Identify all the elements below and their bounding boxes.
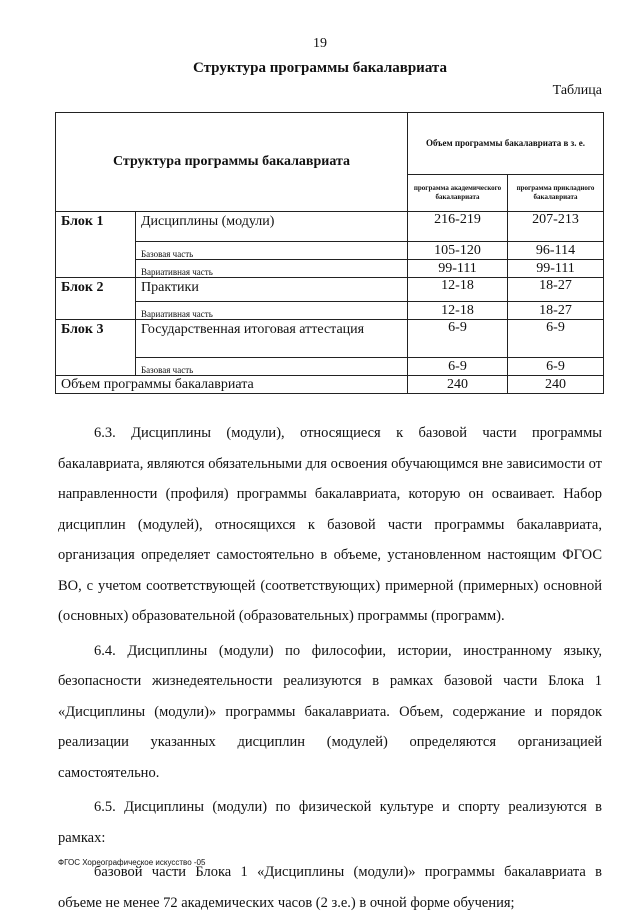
- paragraph-6-5-item: базовой части Блока 1 «Дисциплины (модули)» программы бакалавриата в объеме не менее 72 академических часов (2 з.е.) в очной форме обучения;: [58, 864, 602, 911]
- table-row: [56, 358, 604, 376]
- value-academic: 99-111: [408, 260, 508, 278]
- value-academic: 216-219: [408, 212, 508, 242]
- header-structure: Структура программы бакалавриата: [56, 113, 408, 212]
- block-label: Блок 1: [56, 212, 136, 278]
- header-applied: программа прикладного бакалавриата: [508, 174, 604, 211]
- body-text: [58, 418, 602, 918]
- table-row: [56, 278, 604, 302]
- value-academic: 12-18: [408, 302, 508, 320]
- table-row: [56, 302, 604, 320]
- block-name: Государственная итоговая аттестация: [136, 320, 408, 358]
- part-name: Вариативная часть: [136, 260, 408, 278]
- part-name: Вариативная часть: [136, 302, 408, 320]
- block-name: Практики: [136, 278, 408, 302]
- table-header-row: [56, 113, 604, 175]
- total-academic: 240: [408, 376, 508, 394]
- value-applied: 207-213: [508, 212, 604, 242]
- value-academic: 12-18: [408, 278, 508, 302]
- paragraph-6-5: 6.5. Дисциплины (модули) по физической культуре и спорту реализуются в рамках:: [58, 799, 602, 846]
- value-applied: 6-9: [508, 320, 604, 358]
- table-row: [56, 212, 604, 242]
- value-applied: 18-27: [508, 278, 604, 302]
- page-title: Структура программы бакалавриата: [193, 60, 447, 76]
- paragraph-6-4: 6.4. Дисциплины (модули) по философии, истории, иностранному языку, безопасности жизнедеятельности реализуются в рамках базовой части Блока 1 «Дисциплины (модули)» программы бакалавриата. Объем, содержание и порядок реализации указанных дисциплин (модулей) определяются организацией самостоятельно.: [58, 642, 602, 781]
- value-academic: 6-9: [408, 358, 508, 376]
- value-applied: 6-9: [508, 358, 604, 376]
- header-academic: программа академического бакалавриата: [408, 174, 508, 211]
- value-applied: 99-111: [508, 260, 604, 278]
- total-applied: 240: [508, 376, 604, 394]
- part-name: Базовая часть: [136, 242, 408, 260]
- block-label: Блок 2: [56, 278, 136, 320]
- value-academic: 105-120: [408, 242, 508, 260]
- total-label: Объем программы бакалавриата: [56, 376, 408, 394]
- page-number: 19: [313, 36, 327, 51]
- value-applied: 96-114: [508, 242, 604, 260]
- table-caption: Таблица: [552, 83, 602, 98]
- paragraph-6-3: 6.3. Дисциплины (модули), относящиеся к базовой части программы бакалавриата, являются обязательными для освоения обучающимся вне зависимости от направленности (профиля) программы бакалавриата, которую он осваивает. Набор дисциплин (модулей), относящихся к базовой части программы бакалавриата, организация определяет самостоятельно в объеме, установленном настоящим ФГОС ВО, с учетом соответствующей (соответствующих) примерной (примерных) основной (основных) образовательной (образовательных) программы (программ).: [58, 425, 602, 624]
- value-academic: 6-9: [408, 320, 508, 358]
- part-name: Базовая часть: [136, 358, 408, 376]
- table-row: [56, 260, 604, 278]
- block-label: Блок 3: [56, 320, 136, 376]
- header-volume: Объем программы бакалавриата в з. е.: [408, 113, 604, 175]
- page-footer: ФГОС Хореографическое искусство -05: [58, 858, 206, 867]
- program-structure-table: [55, 112, 604, 394]
- value-applied: 18-27: [508, 302, 604, 320]
- table-row: [56, 320, 604, 358]
- table-total-row: [56, 376, 604, 394]
- block-name: Дисциплины (модули): [136, 212, 408, 242]
- table-row: [56, 242, 604, 260]
